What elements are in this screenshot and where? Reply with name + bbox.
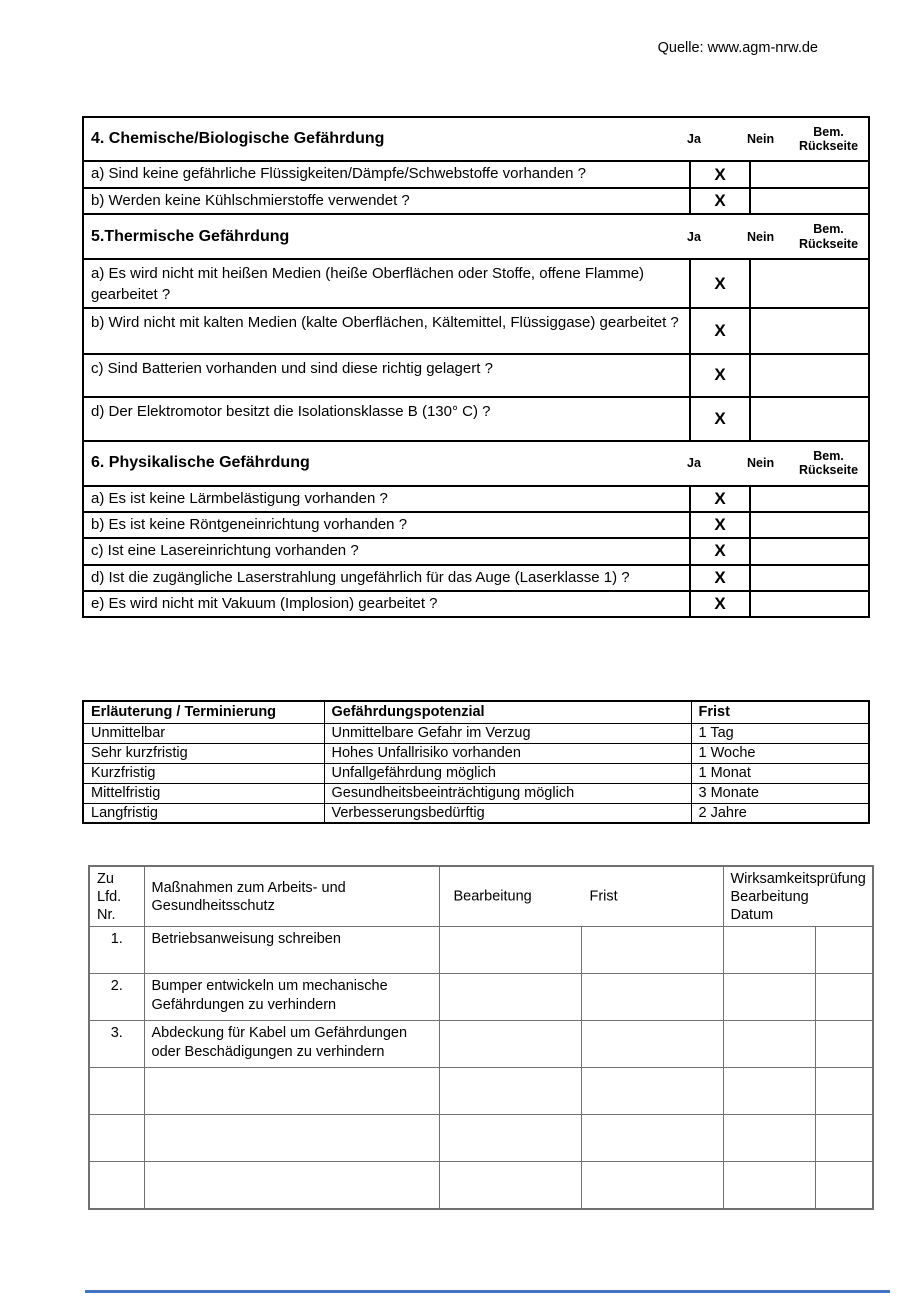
frist-cell: 2 Jahre (691, 803, 869, 823)
column-label-bem-rueckseite: Bem. Rückseite (798, 448, 859, 478)
ja-checkbox-cell: X (690, 259, 750, 308)
header-wirksamkeitspruefung: Wirksamkeitsprüfung Bearbeitung Datum (723, 866, 873, 927)
question-text: c) Ist eine Lasereinrichtung vorhanden ? (83, 538, 690, 564)
question-text: b) Werden keine Kühlschmierstoffe verwendet ? (83, 188, 690, 214)
wirksamkeit-cell (723, 1115, 815, 1162)
section-5-header-row (83, 214, 869, 259)
header-bearbeitung: Bearbeitung (453, 888, 532, 905)
question-row (83, 188, 869, 214)
terminierung-table (82, 700, 870, 824)
column-label-bem-rueckseite: Bem. Rückseite (798, 222, 859, 251)
question-row (83, 308, 869, 354)
question-row (83, 565, 869, 591)
datum-cell (815, 1068, 873, 1115)
frist-cell (581, 1162, 723, 1209)
ja-checkbox-cell: X (690, 397, 750, 441)
datum-cell (815, 1021, 873, 1068)
terminierung-cell: Mittelfristig (83, 783, 324, 803)
terminierung-cell: Kurzfristig (83, 763, 324, 783)
header-gefaehrdungspotenzial: Gefährdungspotenzial (324, 701, 691, 723)
ja-checkbox-cell: X (690, 538, 750, 564)
ja-checkbox-cell: X (690, 512, 750, 538)
wirksamkeit-cell (723, 1162, 815, 1209)
column-label-ja: Ja (687, 456, 701, 471)
measure-text (144, 1068, 439, 1115)
section-6-header-cell (83, 441, 869, 486)
nein-bem-cell (750, 259, 869, 308)
measure-nr: 3. (89, 1021, 144, 1068)
terminierung-row (83, 763, 869, 783)
wirksamkeit-cell (723, 974, 815, 1021)
header-massnahmen: Maßnahmen zum Arbeits- und Gesundheitsschutz (144, 866, 439, 927)
bearbeitung-cell (439, 974, 581, 1021)
measure-text: Abdeckung für Kabel um Gefährdungen oder Beschädigungen zu verhindern (144, 1021, 439, 1068)
frist-cell: 1 Woche (691, 743, 869, 763)
header-frist: Frist (691, 701, 869, 723)
column-label-nein: Nein (747, 229, 775, 244)
hazard-checklist-table (82, 116, 870, 618)
terminierung-row (83, 723, 869, 743)
section-4-header-row (83, 117, 869, 161)
nein-bem-cell (750, 591, 869, 617)
frist-cell (581, 974, 723, 1021)
terminierung-cell: Unmittelbar (83, 723, 324, 743)
frist-cell (581, 1021, 723, 1068)
header-frist: Frist (589, 888, 618, 905)
section-4-header-cell (83, 117, 869, 161)
question-row (83, 354, 869, 397)
header-bearbeitung-frist (439, 866, 723, 927)
ja-checkbox-cell: X (690, 591, 750, 617)
measure-row (89, 1021, 873, 1068)
bearbeitung-cell (439, 1162, 581, 1209)
terminierung-header-row (83, 701, 869, 723)
source-note: Quelle: www.agm-nrw.de (657, 40, 818, 56)
question-row (83, 397, 869, 441)
wirksamkeit-cell (723, 927, 815, 974)
question-text: b) Wird nicht mit kalten Medien (kalte Oberflächen, Kältemittel, Flüssiggase) gearbeitet ? (83, 308, 690, 354)
question-row (83, 512, 869, 538)
header-erlaeuterung: Erläuterung / Terminierung (83, 701, 324, 723)
question-row (83, 161, 869, 188)
datum-cell (815, 1162, 873, 1209)
datum-cell (815, 974, 873, 1021)
terminierung-row (83, 783, 869, 803)
footer-rule (85, 1290, 890, 1293)
measures-table (88, 865, 874, 1210)
column-label-nein: Nein (747, 131, 775, 146)
column-label-bem-rueckseite: Bem. Rückseite (798, 124, 859, 153)
terminierung-row (83, 743, 869, 763)
section-5-title: 5.Thermische Gefährdung (91, 227, 290, 245)
ja-checkbox-cell: X (690, 188, 750, 214)
measure-text (144, 1115, 439, 1162)
wirksamkeit-cell (723, 1068, 815, 1115)
question-text: d) Ist die zugängliche Laserstrahlung ungefährlich für das Auge (Laserklasse 1) ? (83, 565, 690, 591)
terminierung-cell: Sehr kurzfristig (83, 743, 324, 763)
measure-nr (89, 1162, 144, 1209)
measure-nr (89, 1115, 144, 1162)
section-5-header-cell (83, 214, 869, 259)
question-text: a) Sind keine gefährliche Flüssigkeiten/Dämpfe/Schwebstoffe vorhanden ? (83, 161, 690, 188)
measure-row (89, 1068, 873, 1115)
frist-cell (581, 1068, 723, 1115)
ja-checkbox-cell: X (690, 161, 750, 188)
nein-bem-cell (750, 188, 869, 214)
potenzial-cell: Verbesserungsbedürftig (324, 803, 691, 823)
ja-checkbox-cell: X (690, 308, 750, 354)
column-label-nein: Nein (747, 456, 775, 471)
terminierung-cell: Langfristig (83, 803, 324, 823)
nein-bem-cell (750, 565, 869, 591)
section-4-title: 4. Chemische/Biologische Gefährdung (91, 130, 385, 147)
nein-bem-cell (750, 512, 869, 538)
nein-bem-cell (750, 486, 869, 512)
measure-text: Betriebsanweisung schreiben (144, 927, 439, 974)
measure-text (144, 1162, 439, 1209)
question-text: b) Es ist keine Röntgeneinrichtung vorhanden ? (83, 512, 690, 538)
question-row (83, 259, 869, 308)
section-6-title: 6. Physikalische Gefährdung (91, 454, 310, 472)
bearbeitung-cell (439, 927, 581, 974)
potenzial-cell: Hohes Unfallrisiko vorhanden (324, 743, 691, 763)
frist-cell (581, 927, 723, 974)
measure-row (89, 927, 873, 974)
datum-cell (815, 927, 873, 974)
measures-header-row (89, 866, 873, 927)
question-text: e) Es wird nicht mit Vakuum (Implosion) gearbeitet ? (83, 591, 690, 617)
datum-cell (815, 1115, 873, 1162)
measure-text: Bumper entwickeln um mechanische Gefährdungen zu verhindern (144, 974, 439, 1021)
column-label-ja: Ja (687, 131, 701, 146)
ja-checkbox-cell: X (690, 354, 750, 397)
ja-checkbox-cell: X (690, 486, 750, 512)
bearbeitung-cell (439, 1021, 581, 1068)
measure-row (89, 1162, 873, 1209)
nein-bem-cell (750, 397, 869, 441)
frist-cell: 3 Monate (691, 783, 869, 803)
question-row (83, 486, 869, 512)
question-text: c) Sind Batterien vorhanden und sind diese richtig gelagert ? (83, 354, 690, 397)
potenzial-cell: Unfallgefährdung möglich (324, 763, 691, 783)
potenzial-cell: Unmittelbare Gefahr im Verzug (324, 723, 691, 743)
potenzial-cell: Gesundheitsbeeinträchtigung möglich (324, 783, 691, 803)
section-6-header-row (83, 441, 869, 486)
question-row (83, 538, 869, 564)
measure-nr: 2. (89, 974, 144, 1021)
wirksamkeit-cell (723, 1021, 815, 1068)
measure-row (89, 1115, 873, 1162)
bearbeitung-cell (439, 1115, 581, 1162)
question-text: d) Der Elektromotor besitzt die Isolationsklasse B (130° C) ? (83, 397, 690, 441)
question-text: a) Es wird nicht mit heißen Medien (heiße Oberflächen oder Stoffe, offene Flamme) gearbeitet ? (83, 259, 690, 308)
header-zu-lfd-nr: Zu Lfd. Nr. (89, 866, 144, 927)
bearbeitung-cell (439, 1068, 581, 1115)
nein-bem-cell (750, 161, 869, 188)
measure-nr (89, 1068, 144, 1115)
frist-cell: 1 Monat (691, 763, 869, 783)
question-row (83, 591, 869, 617)
nein-bem-cell (750, 354, 869, 397)
frist-cell (581, 1115, 723, 1162)
measure-row (89, 974, 873, 1021)
frist-cell: 1 Tag (691, 723, 869, 743)
question-text: a) Es ist keine Lärmbelästigung vorhanden ? (83, 486, 690, 512)
nein-bem-cell (750, 538, 869, 564)
terminierung-row (83, 803, 869, 823)
nein-bem-cell (750, 308, 869, 354)
column-label-ja: Ja (687, 229, 701, 244)
ja-checkbox-cell: X (690, 565, 750, 591)
measure-nr: 1. (89, 927, 144, 974)
